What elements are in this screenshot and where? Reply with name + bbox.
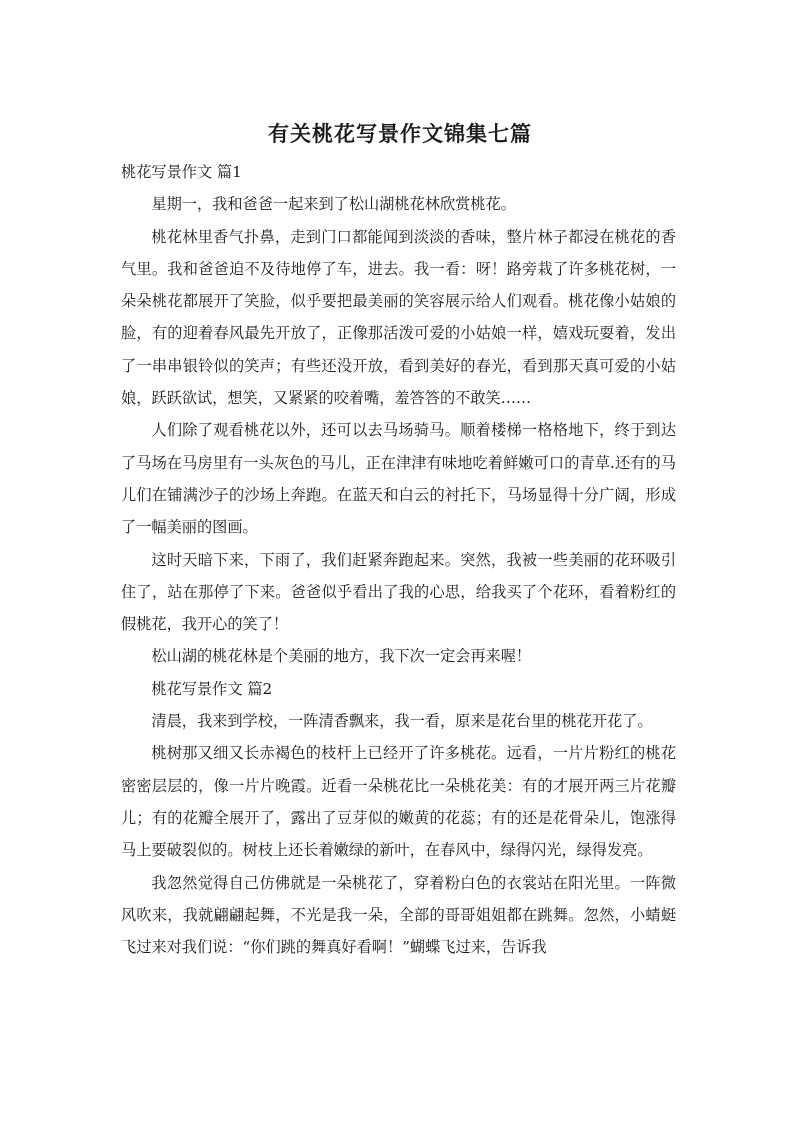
paragraph: 我忽然觉得自己仿佛就是一朵桃花了，穿着粉白色的衣裳站在阳光里。一阵微风吹来，我就翩翩起舞，不光是我一朵，全部的哥哥姐姐都在跳舞。忽然，小蜻蜓飞过来对我们说：“你们跳的舞真好看啊！”蝴蝶飞过来，告诉我 [121,873,676,957]
paragraph: 这时天暗下来，下雨了，我们赶紧奔跑起来。突然，我被一些美丽的花环吸引住了，站在那停了下来。爸爸似乎看出了我的心思，给我买了个花环，看着粉红的假桃花，我开心的笑了！ [121,550,676,634]
section-heading-2: 桃花写景作文 篇2 [151,679,273,698]
paragraph: 清晨，我来到学校，一阵清香飘来，我一看，原来是花台里的桃花开花了。 [151,712,653,731]
paragraph: 桃花林里香气扑鼻，走到门口都能闻到淡淡的香味，整片林子都浸在桃花的香气里。我和爸爸迫不及待地停了车，进去。我一看：呀！路旁栽了许多桃花树，一朵朵桃花都展开了笑脸，似乎要把最美丽的笑容展示给人们观看。桃花像小姑娘的脸，有的迎着春风最先开放了，正像那活泼可爱的小姑娘一样，嬉戏玩耍着，发出了一串串银铃似的笑声；有些还没开放，看到美好的春光，看到那天真可爱的小姑娘，跃跃欲试，想笑，又紧紧的咬着嘴，羞答答的不敢笑…… [121,227,676,408]
paragraph: 松山湖的桃花林是个美丽的地方，我下次一定会再来喔！ [151,647,532,666]
paragraph: 人们除了观看桃花以外，还可以去马场骑马。顺着楼梯一格格地下，终于到达了马场在马房里有一头灰色的马儿，正在津津有味地吃着鲜嫩可口的青草.还有的马儿们在铺满沙子的沙场上奔跑。在蓝天和白云的衬托下，马场显得十分广阔，形成了一幅美丽的图画。 [121,421,676,537]
section-heading-1: 桃花写景作文 篇1 [121,163,242,181]
document-title: 有关桃花写景作文锦集七篇 [268,122,532,146]
paragraph: 星期一，我和爸爸一起来到了松山湖桃花林欣赏桃花。 [151,195,516,214]
paragraph: 桃树那又细又长赤褐色的枝杆上已经开了许多桃花。远看，一片片粉红的桃花密密层层的，像一片片晚霞。近看一朵桃花比一朵桃花美：有的才展开两三片花瓣儿；有的花瓣全展开了，露出了豆芽似的嫩黄的花蕊；有的还是花骨朵儿，饱涨得马上要破裂似的。树枝上还长着嫩绿的新叶，在春风中，绿得闪光，绿得发亮。 [121,744,676,860]
document-body [121,156,676,963]
